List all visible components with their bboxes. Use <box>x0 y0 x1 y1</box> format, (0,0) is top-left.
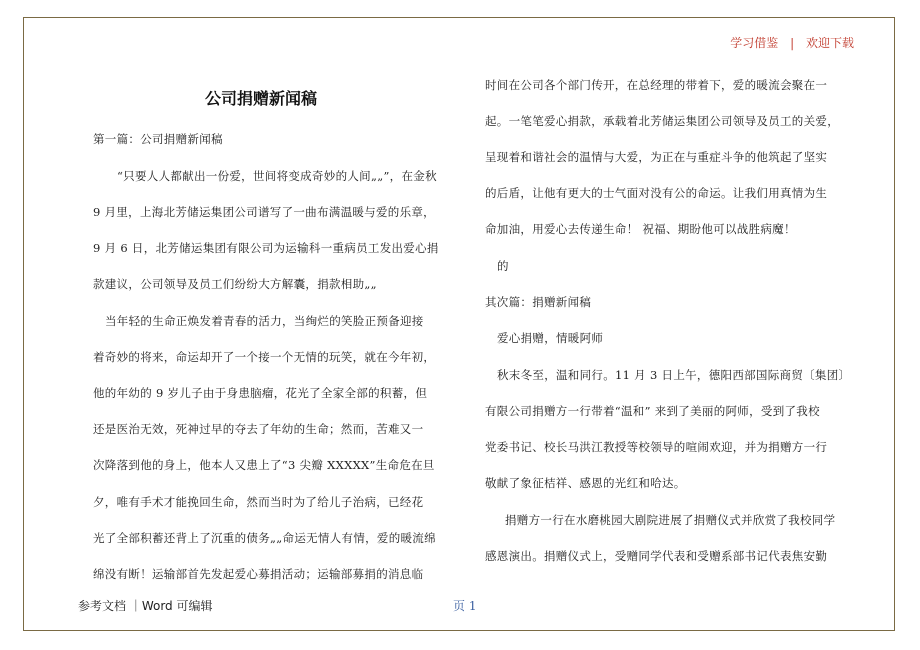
text-line: 9 月 6 日，北芳储运集团有限公司为运输科一重病员工发出爱心捐 <box>93 241 439 255</box>
text-line: 9 月里，上海北芳储运集团公司谱写了一曲布满温暖与爱的乐章， <box>93 205 435 219</box>
text-line: 命加油，用爱心去传递生命！ 祝福、期盼他可以战胜病魔！ <box>485 222 796 236</box>
page-number: 页 1 <box>453 599 477 613</box>
text-line: 着奇妙的将来，命运却开了一个接一个无情的玩笑，就在今年初， <box>93 350 436 364</box>
section-heading: 其次篇：捐赠新闻稿 <box>485 295 592 309</box>
footer-note: 参考文档 ｜Word 可编辑 <box>78 599 213 613</box>
text-line: 敬献了象征桔祥、感恩的光红和哈达。 <box>485 476 686 490</box>
text-line: 的后盾，让他有更大的士气面对没有公的命运。让我们用真情为生 <box>485 186 828 200</box>
text-line: 他的年幼的 9 岁儿子由于身患脑瘤，花光了全家全部的积蓄，但 <box>93 386 428 400</box>
text-line: 有限公司捐赠方一行带着“温和” 来到了美丽的阿师，受到了我校 <box>485 404 820 418</box>
header-separator: | <box>790 36 795 50</box>
text-line: 秋末冬至，温和同行。11 月 3 日上午，德阳西部国际商贸〔集团〕 <box>497 368 851 382</box>
text-line: 第一篇：公司捐赠新闻稿 <box>93 132 223 146</box>
text-line: 捐赠方一行在水磨桃园大剧院进展了捐赠仪式并欣赏了我校同学 <box>505 513 836 527</box>
text-line: 绵没有断！运输部首先发起爱心募捐活动；运输部募捐的消息临 <box>93 567 424 581</box>
text-line: “只要人人都献出一份爱，世间将变成奇妙的人间„„”，在金秋 <box>117 169 437 183</box>
text-line: 还是医治无效，死神过早的夺去了年幼的生命；然而，苦难又一 <box>93 422 424 436</box>
text-line: 当年轻的生命正焕发着青春的活力，当绚烂的笑脸正预备迎接 <box>105 314 424 328</box>
text-line: 光了全部积蓄还背上了沉重的债务„„命运无情人有情，爱的暖流绵 <box>93 531 436 545</box>
text-line: 次降落到他的身上，他本人又患上了“3 尖瓣 XXXXX”生命危在旦 <box>93 458 435 472</box>
text-line: 党委书记、校长马洪江教授等校领导的喧闹欢迎，并为捐赠方一行 <box>485 440 828 454</box>
text-line: 款建议，公司领导及员工们纷纷大方解囊，捐款相助„„ <box>93 277 377 291</box>
text-line: 爱心捐赠，情暖阿师 <box>497 331 604 345</box>
text-line: 感恩演出。捐赠仪式上，受赠同学代表和受赠系部书记代表焦安勤 <box>485 549 828 563</box>
document-title: 公司捐赠新闻稿 <box>205 89 318 108</box>
study-link[interactable]: 学习借鉴 <box>730 36 779 50</box>
text-line: 时间在公司各个部门传开，在总经理的带着下，爱的暖流会聚在一 <box>485 78 828 92</box>
text-line: 呈现着和谐社会的温情与大爱，为正在与重症斗争的他筑起了坚实 <box>485 150 828 164</box>
header-links <box>730 34 854 51</box>
text-line: 夕，唯有手术才能挽回生命，然而当时为了给儿子治病，已经花 <box>93 495 424 509</box>
download-link[interactable]: 欢迎下载 <box>805 36 854 50</box>
text-line: 起。一笔笔爱心捐款，承载着北芳储运集团公司领导及员工的关爱， <box>485 114 839 128</box>
text-line: 的 <box>497 259 509 273</box>
